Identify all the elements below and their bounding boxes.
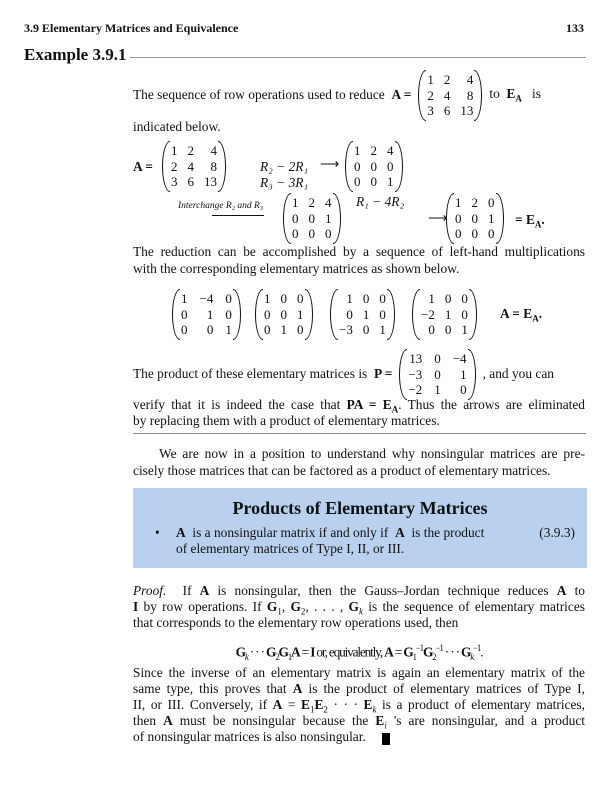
theorem-box xyxy=(133,488,587,568)
verify-eq: PA = E xyxy=(346,397,392,412)
matrix-cell: 0 xyxy=(297,322,304,337)
transition-line1: We are now in a position to understand why nonsingular matrices are pre- xyxy=(159,446,585,461)
p-line-post: , and you can xyxy=(482,366,554,382)
verify-post: . Thus the arrows are eliminated xyxy=(398,397,586,412)
p-eq: P = xyxy=(373,366,393,382)
matrix-cell: 1 xyxy=(379,322,386,337)
proof-line3: that corresponds to the elementary row operations used, then xyxy=(133,615,459,630)
p-row xyxy=(133,351,554,398)
product-eq-sub: A xyxy=(532,313,539,324)
ea-symbol: E xyxy=(506,86,516,102)
matrix-cell: 0 xyxy=(225,291,232,306)
matrix-cell: 1 xyxy=(488,210,495,226)
matrix-cell: 0 xyxy=(354,158,361,174)
matrix-cell: 1 xyxy=(444,306,452,322)
paragraph-reduction-1: The reduction can be accomplished by a sequence of left-hand multiplications xyxy=(133,244,585,259)
bullet: • xyxy=(155,525,160,540)
matrix-cell: 1 xyxy=(264,291,271,306)
matrix-e1a xyxy=(412,291,477,338)
matrix-cell: 0 xyxy=(264,322,271,337)
matrix-cell: 0 xyxy=(346,306,353,322)
matrix-cell: 1 xyxy=(171,143,178,158)
theorem-title: Products of Elementary Matrices xyxy=(232,498,488,518)
matrix-cell: 1 xyxy=(181,291,188,306)
op-r1: R₁ − 4R₂ xyxy=(356,194,405,209)
matrix-cell: 1 xyxy=(428,291,435,306)
matrix-cell: −3 xyxy=(339,322,353,337)
interchange-label: Interchange R₂ and R₃ xyxy=(178,201,264,211)
page-number: 133 xyxy=(566,21,584,35)
matrix-cell: 4 xyxy=(466,72,474,87)
product-eq xyxy=(500,306,542,324)
matrix-cell: 1 xyxy=(455,195,462,210)
example-rule xyxy=(130,57,586,58)
matrix-a-start xyxy=(162,143,226,190)
interchange-arrow xyxy=(212,215,264,216)
matrix-cell: 13 xyxy=(460,103,474,118)
matrix-cell: 0 xyxy=(225,306,232,322)
matrix-cell: 0 xyxy=(362,291,370,306)
matrix-ea xyxy=(446,195,504,242)
ea-sub: A xyxy=(515,94,522,105)
op-r2: R₂ − 2R₁ xyxy=(260,159,309,174)
matrix-p xyxy=(399,351,475,398)
proof-line1 xyxy=(133,583,585,599)
transition-line2: cisely those matrices that can be factored as a product of elementary matrices. xyxy=(133,463,551,478)
a-symbol: A xyxy=(176,525,186,540)
matrix-cell: 0 xyxy=(280,306,287,322)
matrix-cell: 0 xyxy=(370,158,377,174)
intro-post xyxy=(489,86,541,104)
matrix-cell: 0 xyxy=(292,210,299,226)
matrix-cell: 1 xyxy=(225,322,232,337)
matrix-e1b xyxy=(330,291,395,338)
matrix-cell: 1 xyxy=(292,195,299,210)
matrix-cell: −2 xyxy=(421,306,435,322)
matrix-cell: 1 xyxy=(297,306,304,322)
matrix-cell: 0 xyxy=(280,291,287,306)
is-word: is xyxy=(531,86,541,102)
verify-pre: verify that it is indeed the case that xyxy=(133,397,341,412)
arrow-2: ⟶ xyxy=(428,210,448,225)
matrix-cell: −2 xyxy=(408,382,423,397)
matrix-cell: 4 xyxy=(210,143,217,158)
matrix-cell: 0 xyxy=(455,210,462,226)
running-header-section: 3.9 Elementary Matrices and Equivalence xyxy=(24,21,239,35)
reduction-a-eq: A = xyxy=(133,159,153,174)
matrix-step1 xyxy=(345,143,403,190)
matrix-cell: 3 xyxy=(171,174,178,189)
matrix-cell: 0 xyxy=(181,322,188,337)
section-divider xyxy=(133,433,586,434)
matrix-cell: 2 xyxy=(171,158,178,174)
matrix-cell: 2 xyxy=(427,87,434,103)
matrix-cell: 0 xyxy=(428,322,435,337)
paragraph-reduction-2: with the corresponding elementary matrices as shown below. xyxy=(133,261,460,276)
matrix-cell: 1 xyxy=(434,382,441,397)
matrix-cell: 0 xyxy=(181,306,188,322)
matrix-cell: 4 xyxy=(325,195,332,210)
matrix-cell: 6 xyxy=(443,103,451,118)
matrix-cell: 1 xyxy=(387,174,394,189)
proof-equation: $G_k$ · · · $G_2G_1A = I$ or, equivalently, $A = G_1^{-1}G_2^{-1}$ · · · $G_k^{-1}$. xyxy=(235,643,483,663)
matrix-cell: 2 xyxy=(443,72,451,87)
matrix-cell: 8 xyxy=(210,158,217,174)
arrow-1: ⟶ xyxy=(320,156,340,171)
proof-since-3: II, or III. Conversely, if $A = E_1E_2$ · · · $E_k$ is a product of elementary matrices, xyxy=(133,697,585,715)
matrix-cell: 0 xyxy=(444,322,452,337)
proof-since-4: then A must be nonsingular because the $E_i$ 's are nonsingular, and a product xyxy=(133,713,586,731)
proof-l1: If A is nonsingular, then the Gauss–Jordan technique reduces A to xyxy=(182,583,585,598)
matrix-cell: 4 xyxy=(187,158,194,174)
equation-number: (3.9.3) xyxy=(539,525,575,540)
matrix-cell: 1 xyxy=(427,72,434,87)
matrix-cell: 2 xyxy=(471,195,478,210)
matrix-cell: 4 xyxy=(387,143,394,158)
matrix-cell: 0 xyxy=(292,226,299,241)
matrix-cell: 0 xyxy=(370,174,377,189)
matrix-cell: 1 xyxy=(346,291,353,306)
eq-ea-text: = E xyxy=(515,212,535,227)
matrix-cell: 0 xyxy=(471,226,478,241)
matrix-cell: 0 xyxy=(444,291,452,306)
matrix-cell: 2 xyxy=(187,143,194,158)
proof-since-2: same type, this proves that A is the product of elementary matrices of Type I, xyxy=(133,681,585,696)
matrix-cell: 6 xyxy=(187,174,194,189)
verify-sub: A xyxy=(391,404,399,415)
theorem-line1 xyxy=(176,525,484,541)
matrix-cell: −4 xyxy=(452,351,467,366)
matrix-cell: 1 xyxy=(460,366,467,382)
matrix-cell: 8 xyxy=(466,87,474,103)
matrix-cell: −3 xyxy=(408,366,423,382)
matrix-cell: 1 xyxy=(280,322,287,337)
matrix-cell: 0 xyxy=(455,226,462,241)
matrix-cell: 1 xyxy=(206,306,214,322)
matrix-cell: 1 xyxy=(325,210,332,226)
qed-square-icon xyxy=(382,733,390,745)
matrix-cell: 2 xyxy=(308,195,315,210)
proof-line2: I by row operations. If $G_1$, $G_2$, . . . , $G_k$ is the sequence of elementary matrices xyxy=(133,599,585,617)
product-eq-text: A = E xyxy=(500,306,533,321)
matrix-cell: 0 xyxy=(488,195,495,210)
eq-ea xyxy=(515,212,545,230)
matrix-cell: 0 xyxy=(308,226,315,241)
matrix-cell: 13 xyxy=(204,174,217,189)
period: . xyxy=(541,212,545,227)
theorem-t2: is the product xyxy=(411,525,485,540)
matrix-cell: 0 xyxy=(379,291,386,306)
matrix-cell: 0 xyxy=(362,322,370,337)
intro-line2: indicated below. xyxy=(133,119,221,134)
intro-row xyxy=(133,72,541,119)
proof-since-5: of nonsingular matrices is also nonsingular. xyxy=(133,729,366,744)
matrix-cell: 0 xyxy=(325,226,332,241)
matrix-cell: 0 xyxy=(308,210,315,226)
verify-line2: by replacing them with a product of elementary matrices. xyxy=(133,413,440,428)
matrix-cell: 0 xyxy=(297,291,304,306)
matrix-cell: 1 xyxy=(461,322,468,337)
example-title: Example 3.9.1 xyxy=(24,45,127,64)
proof-since-1: Since the inverse of an elementary matrix is again an elementary matrix of the xyxy=(133,665,585,680)
matrix-cell: 1 xyxy=(362,306,370,322)
matrix-cell: 0 xyxy=(434,366,441,382)
matrix-cell: 1 xyxy=(354,143,361,158)
matrix-cell: 0 xyxy=(471,210,478,226)
theorem-line2: of elementary matrices of Type I, II, or III. xyxy=(176,541,405,556)
matrix-cell: −4 xyxy=(199,291,214,306)
matrix-step2 xyxy=(283,195,341,242)
p-line-pre: The product of these elementary matrices is xyxy=(133,366,368,382)
matrix-cell: 13 xyxy=(409,351,423,366)
matrix-a xyxy=(418,72,482,119)
to-word: to xyxy=(489,86,500,102)
matrix-cell: 0 xyxy=(461,291,468,306)
matrix-e2 xyxy=(255,291,313,338)
eq-ea-sub: A xyxy=(534,219,542,230)
matrix-cell: 0 xyxy=(264,306,271,322)
matrix-cell: 0 xyxy=(379,306,386,322)
matrix-cell: 0 xyxy=(387,158,394,174)
matrix-cell: 0 xyxy=(488,226,495,241)
matrix-cell: 0 xyxy=(461,306,468,322)
matrix-cell: 0 xyxy=(434,351,441,366)
a-symbol: A xyxy=(395,525,405,540)
intro-pre: The sequence of row operations used to reduce xyxy=(133,87,385,103)
matrix-cell: 4 xyxy=(443,87,451,103)
intro-a-eq: A = xyxy=(391,87,412,103)
op-r3: R₃ − 3R₁ xyxy=(260,175,309,190)
proof-label: Proof. xyxy=(133,583,167,598)
matrix-cell: 0 xyxy=(460,382,467,397)
period: . xyxy=(538,306,543,321)
matrix-cell: 2 xyxy=(370,143,377,158)
matrix-cell: 3 xyxy=(427,103,434,118)
matrix-e3 xyxy=(172,291,241,338)
theorem-t1: is a nonsingular matrix if and only if xyxy=(192,525,389,540)
matrix-cell: 0 xyxy=(354,174,361,189)
matrix-cell: 0 xyxy=(206,322,214,337)
